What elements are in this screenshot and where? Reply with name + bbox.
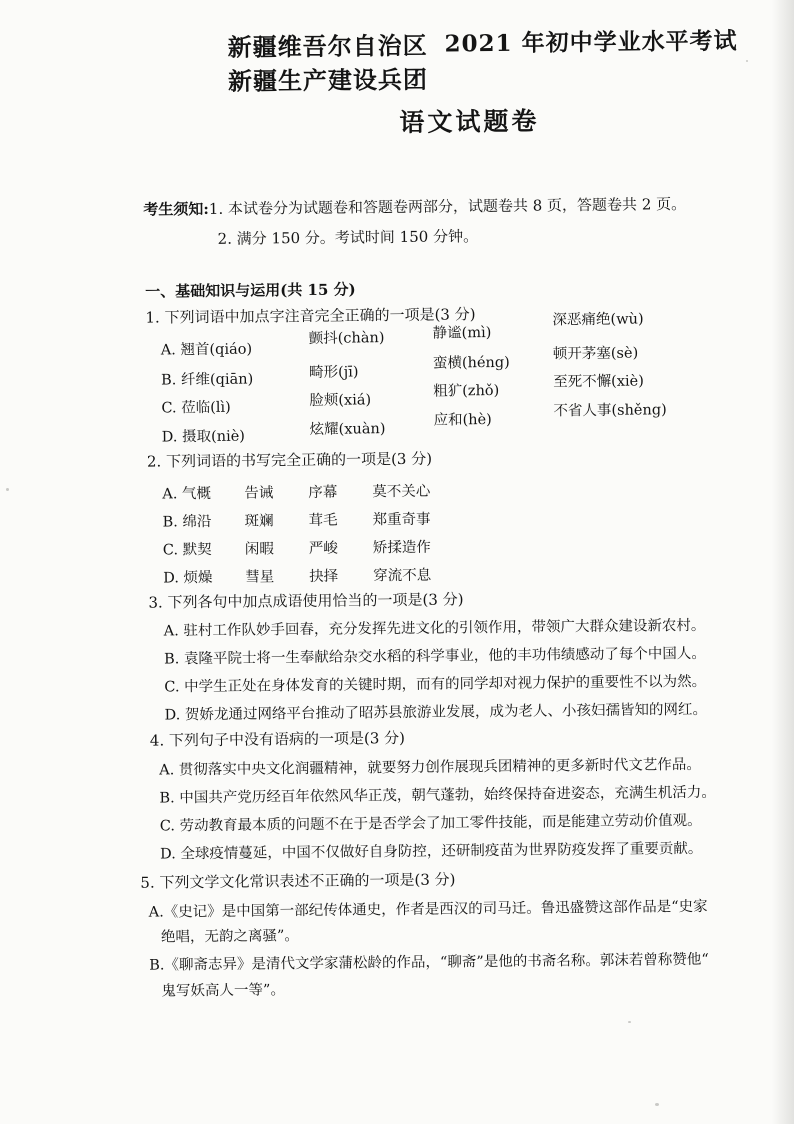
- scan-speck: [6, 488, 9, 491]
- option-cell: C. 默契: [162, 541, 212, 559]
- question-3-option-b: B. 袁隆平院士将一生奉献给杂交水稻的科学事业，他的丰功伟绩感动了每个中国人。: [163, 645, 706, 668]
- option-cell: 闲暇: [244, 541, 274, 558]
- question-4-option-c: C. 劳动教育最本质的问题不在于是否学会了加工零件技能，而是能建立劳动价值观。: [159, 812, 702, 835]
- option-cell: A. 翘首(qiáo): [160, 341, 253, 359]
- question-5-option-a-line-2: 绝唱，无韵之离骚”。: [160, 928, 299, 946]
- option-cell: 粗犷(zhǒ): [433, 382, 500, 400]
- option-cell: 静谧(mì): [432, 325, 492, 342]
- question-4-option-d: D. 全球疫情蔓延，中国不仅做好自身防控，还研制疫苗为世界防疫发挥了重要贡献。: [159, 840, 703, 863]
- option-cell: 序幕: [308, 484, 338, 501]
- option-cell: C. 莅临(lì): [161, 399, 231, 417]
- question-2-option-c: [163, 535, 463, 562]
- question-2-stem: 2. 下列词语的书写完全正确的一项是(3 分): [146, 449, 433, 471]
- question-4-option-b: B. 中国共产党历经百年依然风华正茂，朝气蓬勃，始终保持奋进姿态，充满生机活力。: [159, 784, 716, 807]
- scan-speck: [628, 1021, 631, 1023]
- scan-speck: [746, 60, 748, 62]
- option-cell: B. 纤维(qiān): [161, 371, 254, 389]
- question-5-stem: 5. 下列文学文化常识表述不正确的一项是(3 分): [140, 870, 456, 892]
- paper-title: 语文试题卷: [399, 106, 540, 137]
- option-cell: 顿开茅塞(sè): [552, 345, 639, 363]
- option-cell: 斑斓: [244, 513, 274, 530]
- question-5-option-b-line-2: 鬼写妖高人一等”。: [161, 982, 286, 1000]
- question-2-option-b: [162, 507, 462, 534]
- option-cell: 颤抖(chàn): [308, 330, 385, 347]
- notice-line-1: [143, 193, 686, 220]
- question-3-stem: 3. 下列各句中加点成语使用恰当的一项是(3 分): [148, 590, 464, 612]
- option-cell: 莫不关心: [372, 483, 431, 501]
- notice-item-1: 1. 本试卷分为试题卷和答题卷两部分，试题卷共 8 页，答题卷共 2 页。: [208, 194, 687, 218]
- option-cell: 炫耀(xuàn): [309, 421, 386, 438]
- option-cell: 郑重奇事: [372, 511, 431, 529]
- question-4-stem: 4. 下列句子中没有语病的一项是(3 分): [149, 728, 406, 750]
- question-5-option-a-line-1: A.《史记》是中国第一部纪传体通史，作者是西汉的司马迁。鲁迅盛赞这部作品是“史家: [148, 898, 708, 921]
- option-cell: 深恶痛绝(wù): [552, 311, 644, 329]
- question-3-option-d: D. 贺娇龙通过网络平台推动了昭苏县旅游业发展，成为老人、小孩妇孺皆知的网红。: [164, 701, 707, 724]
- option-cell: 矫揉造作: [372, 539, 431, 557]
- question-3-option-c: C. 中学生正处在身体发育的关键时期，而有的同学却对视力保护的重要性不以为然。: [164, 673, 707, 696]
- option-cell: D. 摄取(niè): [161, 428, 245, 446]
- option-cell: 抉择: [309, 568, 339, 585]
- option-cell: A. 气概: [162, 485, 212, 503]
- option-cell: 畸形(jī): [308, 364, 359, 381]
- question-4-option-a: A. 贯彻落实中央文化润疆精神，就要努力创作展现兵团精神的更多新时代文艺作品。: [159, 756, 701, 779]
- question-2-option-d: [163, 563, 463, 590]
- option-cell: B. 绵沿: [162, 513, 212, 531]
- option-cell: 应和(hè): [433, 412, 492, 429]
- region-line-2: 新疆生产建设兵团: [227, 64, 429, 96]
- option-cell: 脸颊(xiá): [309, 392, 372, 409]
- region-line-1: 新疆维吾尔自治区: [227, 30, 428, 62]
- scan-edge-shadow: [772, 0, 794, 1124]
- option-cell: 蛮横(héng): [432, 354, 510, 372]
- scan-speck: [655, 1103, 659, 1106]
- option-cell: 至死不懈(xiè): [553, 373, 644, 391]
- question-3-option-a: A. 驻村工作队妙手回春，充分发挥先进文化的引领作用，带领广大群众建设新农村。: [163, 617, 706, 640]
- question-2-option-a: [162, 479, 462, 506]
- option-cell: 穿流不息: [373, 567, 432, 585]
- question-5-option-b-line-1: B.《聊斋志异》是清代文学家蒲松龄的作品，“聊斋”是他的书斋名称。郭沫若曾称赞他“: [149, 951, 709, 974]
- option-cell: 彗星: [245, 569, 275, 586]
- question-1-stem: 1. 下列词语中加点字注音完全正确的一项是(3 分): [145, 305, 476, 327]
- section-title: 一、基础知识与运用(共 15 分): [145, 280, 356, 301]
- option-cell: 告诫: [244, 485, 274, 502]
- option-cell: 不省人事(shěng): [553, 402, 667, 420]
- notice-label: 考生须知:: [143, 199, 209, 219]
- option-cell: 严峻: [308, 540, 338, 557]
- option-cell: 茸毛: [308, 512, 338, 529]
- option-cell: D. 烦燥: [163, 569, 213, 587]
- notice-item-2: 2. 满分 150 分。考试时间 150 分钟。: [217, 227, 479, 248]
- exam-title: 2021 年初中学业水平考试: [444, 27, 738, 58]
